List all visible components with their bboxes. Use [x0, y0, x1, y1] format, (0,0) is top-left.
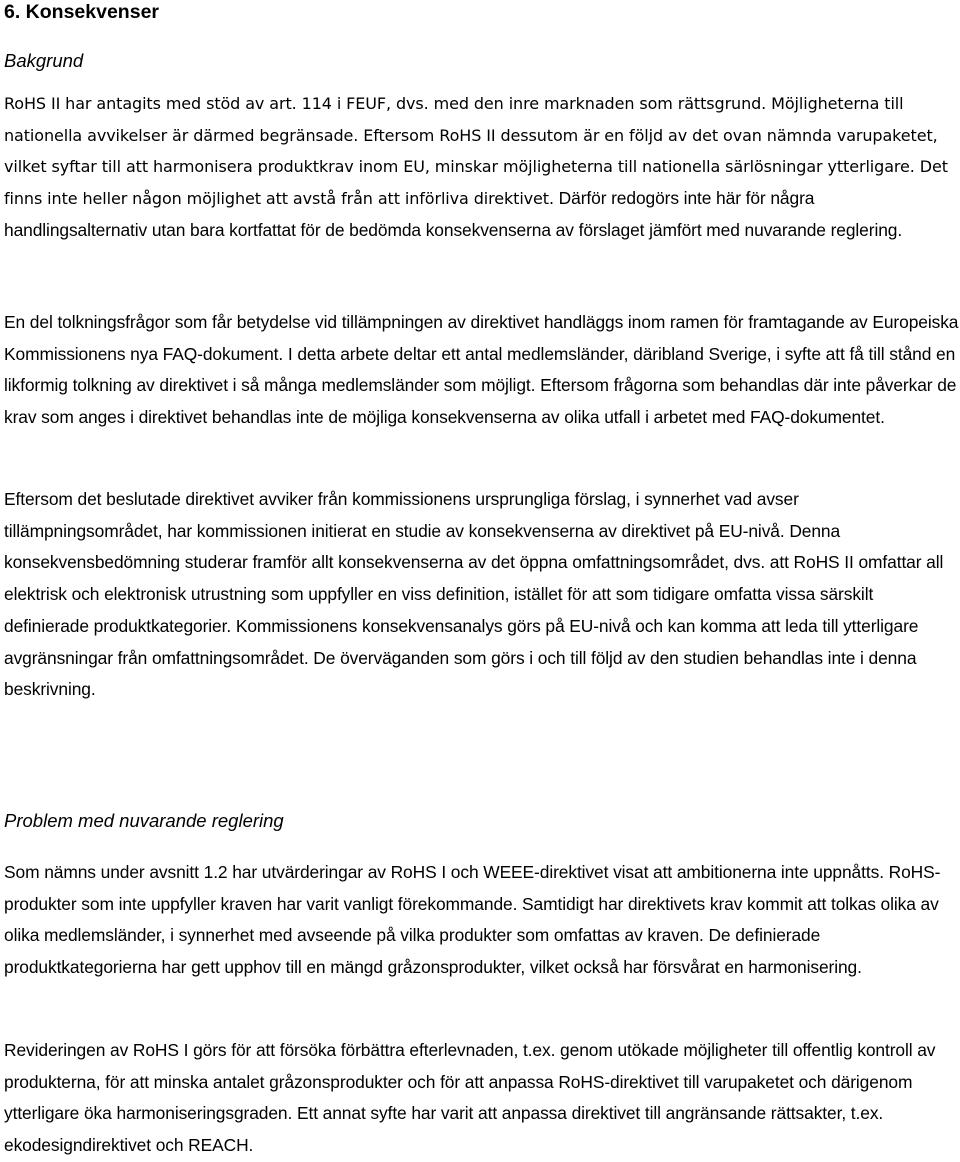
paragraph-bakgrund-1 [4, 88, 960, 247]
section-heading: 6. Konsekvenser [4, 1, 160, 23]
subheading-bakgrund: Bakgrund [4, 50, 84, 71]
paragraph-problem-1: Som nämns under avsnitt 1.2 har utvärderingar av RoHS I och WEEE-direktivet visat att ambitionerna inte uppnåtts. RoHS-produkter som inte uppfyller kraven har varit vanligt förekommande. Samtidigt har direktivets krav kommit att tolkas olika av olika medlemsländer, i synnerhet med avseende på vilka produkter som omfattas av kraven. De definierade produktkategorierna har gett upphov till en mängd gråzonsprodukter, vilket också har försvårat en harmonisering. [4, 862, 941, 978]
paragraph-bakgrund-3: Eftersom det beslutade direktivet avviker från kommissionens ursprungliga förslag, i synnerhet vad avser tillämpningsområdet, har kommissionen initierat en studie av konsekvenserna av direktivet på EU-nivå. Denna konsekvensbedömning studerar framför allt konsekvenserna av det öppna omfattningsområdet, dvs. att RoHS II omfattar all elektrisk och elektronisk utrustning som uppfyller en viss definition, istället för att som tidigare omfatta vissa särskilt definierade produktkategorier. Kommissionens konsekvensanalys görs på EU-nivå och kan komma att leda till ytterligare avgränsningar från omfattningsområdet. De överväganden som görs i och till följd av den studien behandlas inte i denna beskrivning. [4, 489, 944, 700]
paragraph-problem-2: Revideringen av RoHS I görs för att försöka förbättra efterlevnaden, t.ex. genom utökade möjligheter till offentlig kontroll av produkterna, för att minska antalet gråzonsprodukter och för att anpassa RoHS-direktivet till varupaketet och därigenom ytterligare öka harmoniseringsgraden. Ett annat syfte har varit att anpassa direktivet till angränsande rättsakter, t.ex. ekodesigndirektivet och REACH. [4, 1040, 936, 1156]
subheading-problem: Problem med nuvarande reglering [4, 810, 284, 831]
paragraph-bakgrund-1-part-b: Därför redogörs inte här för några handlingsalternativ utan bara kortfattat för de bedömda konsekvenserna av förslaget jämfört med nuvarande reglering. [4, 188, 903, 240]
paragraph-bakgrund-2: En del tolkningsfrågor som får betydelse vid tillämpningen av direktivet handläggs inom ramen för framtagande av Europeiska Kommissionens nya FAQ-dokument. I detta arbete deltar ett antal medlemsländer, däribland Sverige, i syfte att få till stånd en likformig tolkning av direktivet i så många medlemsländer som möjligt. Eftersom frågorna som behandlas där inte påverkar de krav som anges i direktivet behandlas inte de möjliga konsekvenserna av olika utfall i arbetet med FAQ-dokumentet. [4, 312, 959, 428]
paragraph-bakgrund-1-part-a: RoHS II har antagits med stöd av art. 114 i FEUF, dvs. med den inre marknaden som rättsgrund. Möjligheterna till nationella avvikelser är därmed begränsade. Eftersom RoHS II dessutom är en följd av det ovan nämnda varupaketet, vilket syftar till att harmonisera produktkrav inom EU, minskar möjligheterna till nationella särlösningar ytterligare. Det finns inte heller någon möjlighet att avstå från att införliva direktivet. [4, 94, 948, 209]
